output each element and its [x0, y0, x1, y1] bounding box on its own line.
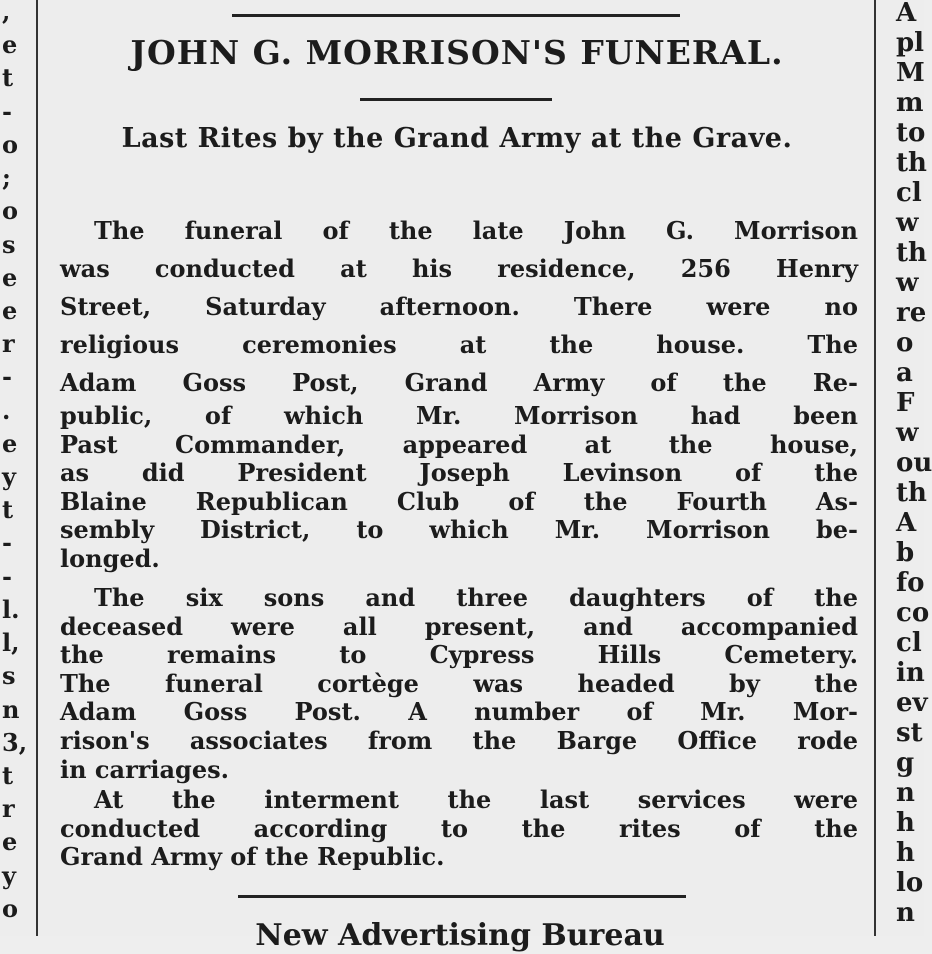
left-column-fragment-text: o	[2, 130, 19, 159]
text-line: The six sons and three daughters of the	[94, 583, 858, 612]
text-line: conducted according to the rites of the	[60, 813, 858, 843]
left-column-fragment-text: ,	[2, 0, 11, 26]
left-column-fragment-text: -	[2, 562, 12, 591]
right-column-fragment-text: st	[896, 718, 923, 748]
text-line: deceased were all present, and accompanied	[60, 611, 858, 641]
left-column-fragment-text: t	[2, 63, 14, 92]
text-line: was conducted at his residence, 256 Henry	[60, 254, 858, 283]
right-column-fragment-text: h	[896, 838, 915, 868]
right-column-fragment-text: F	[896, 388, 915, 418]
text-line: Grand Army of the Republic.	[60, 842, 445, 872]
right-column-fragment-text: co	[896, 598, 930, 628]
left-column-fragment-text: e	[2, 30, 18, 59]
left-column-fragment-text: -	[2, 528, 12, 557]
left-column-fragment-text: -	[2, 97, 12, 126]
left-column-fragment-text: o	[2, 894, 19, 923]
left-column-fragment-text: s	[2, 230, 16, 259]
next-article-headline-fragment: New Advertising Bureau	[255, 918, 665, 953]
right-column-rule	[874, 0, 876, 936]
right-column-fragment-text: h	[896, 808, 915, 838]
right-column-fragment-text: m	[896, 88, 924, 118]
left-column-fragment-text: o	[2, 196, 19, 225]
left-column-fragment	[0, 0, 26, 936]
left-column-fragment-text: y	[2, 861, 16, 890]
right-column-fragment-text: cl	[896, 178, 922, 208]
left-column-fragment-text: -	[2, 362, 12, 391]
text-line: the remains to Cypress Hills Cemetery.	[60, 640, 858, 670]
left-column-fragment-text: e	[2, 296, 18, 325]
text-line: Past Commander, appeared at the house,	[60, 429, 858, 459]
text-line: as did President Joseph Levinson of the	[60, 458, 858, 487]
text-line: Blaine Republican Club of the Fourth As-	[60, 486, 858, 516]
right-column-fragment-text: ou	[896, 448, 932, 478]
left-column-fragment-text: r	[2, 329, 15, 358]
right-column-fragment-text: a	[896, 358, 913, 388]
text-line: The funeral of the late John G. Morrison	[94, 216, 858, 245]
right-column-fragment-text: th	[896, 238, 927, 268]
right-column-fragment-text: b	[896, 538, 915, 568]
right-column-fragment-text: w	[896, 208, 919, 238]
text-line: longed.	[60, 543, 160, 573]
top-rule	[232, 14, 680, 17]
left-column-fragment-text: t	[2, 761, 14, 790]
left-column-fragment-text: s	[2, 661, 16, 690]
text-line: The funeral cortège was headed by the	[60, 668, 858, 698]
left-column-fragment-text: y	[2, 462, 16, 491]
right-column-fragment-text: re	[896, 298, 927, 328]
left-column-fragment-text: n	[2, 695, 20, 724]
right-column-fragment-text: pl	[896, 28, 925, 58]
left-column-fragment-text: r	[2, 794, 15, 823]
text-line: in carriages.	[60, 754, 229, 784]
right-column-fragment-text: A	[896, 0, 917, 28]
left-column-fragment-text: e	[2, 827, 18, 856]
text-line: Adam Goss Post, Grand Army of the Re-	[60, 368, 858, 397]
article-subheadline: Last Rites by the Grand Army at the Grave.	[121, 123, 793, 154]
text-line: Adam Goss Post. A number of Mr. Mor-	[60, 697, 858, 727]
right-column-fragment-text: A	[896, 508, 917, 538]
bottom-rule	[238, 895, 686, 898]
left-column-fragment-text: e	[2, 263, 18, 292]
left-column-fragment-text: ;	[2, 163, 11, 192]
right-column-fragment-text: th	[896, 478, 927, 508]
left-column-fragment-text: e	[2, 429, 18, 458]
right-column-fragment-text: in	[896, 658, 925, 688]
right-column-fragment-text: w	[896, 418, 919, 448]
right-column-fragment-text: M	[896, 58, 925, 88]
right-column-fragment-text: o	[896, 328, 914, 358]
text-line: Street, Saturday afternoon. There were no	[60, 292, 858, 321]
text-line: religious ceremonies at the house. The	[60, 330, 858, 359]
right-column-fragment-text: n	[896, 898, 915, 928]
paragraph-3	[60, 786, 858, 872]
left-column-fragment-text: l,	[2, 628, 20, 657]
right-column-fragment-text: to	[896, 118, 926, 148]
headline-divider	[360, 98, 552, 101]
left-column-fragment-text: .	[2, 396, 11, 425]
right-column-fragment	[884, 0, 932, 936]
right-column-fragment-text: cl	[896, 628, 922, 658]
right-column-fragment-text: th	[896, 148, 927, 178]
left-column-fragment-text: 3,	[2, 728, 28, 757]
right-column-fragment-text: lo	[896, 868, 924, 898]
text-line: At the interment the last services were	[94, 785, 858, 814]
paragraph-2	[60, 584, 858, 784]
right-column-fragment-text: ev	[896, 688, 928, 718]
left-column-fragment-text: l.	[2, 595, 20, 624]
text-line: rison's associates from the Barge Office rode	[60, 725, 858, 755]
right-column-fragment-text: g	[896, 748, 915, 778]
left-column-rule	[36, 0, 38, 936]
paragraph-1	[60, 212, 858, 573]
right-column-fragment-text: fo	[896, 568, 925, 598]
article-headline: JOHN G. MORRISON'S FUNERAL.	[130, 33, 784, 72]
text-line: public, of which Mr. Morrison had been	[60, 401, 858, 430]
right-column-fragment-text: w	[896, 268, 919, 298]
left-column-fragment-text: t	[2, 495, 14, 524]
right-column-fragment-text: n	[896, 778, 915, 808]
text-line: sembly District, to which Mr. Morrison be-	[60, 515, 858, 544]
